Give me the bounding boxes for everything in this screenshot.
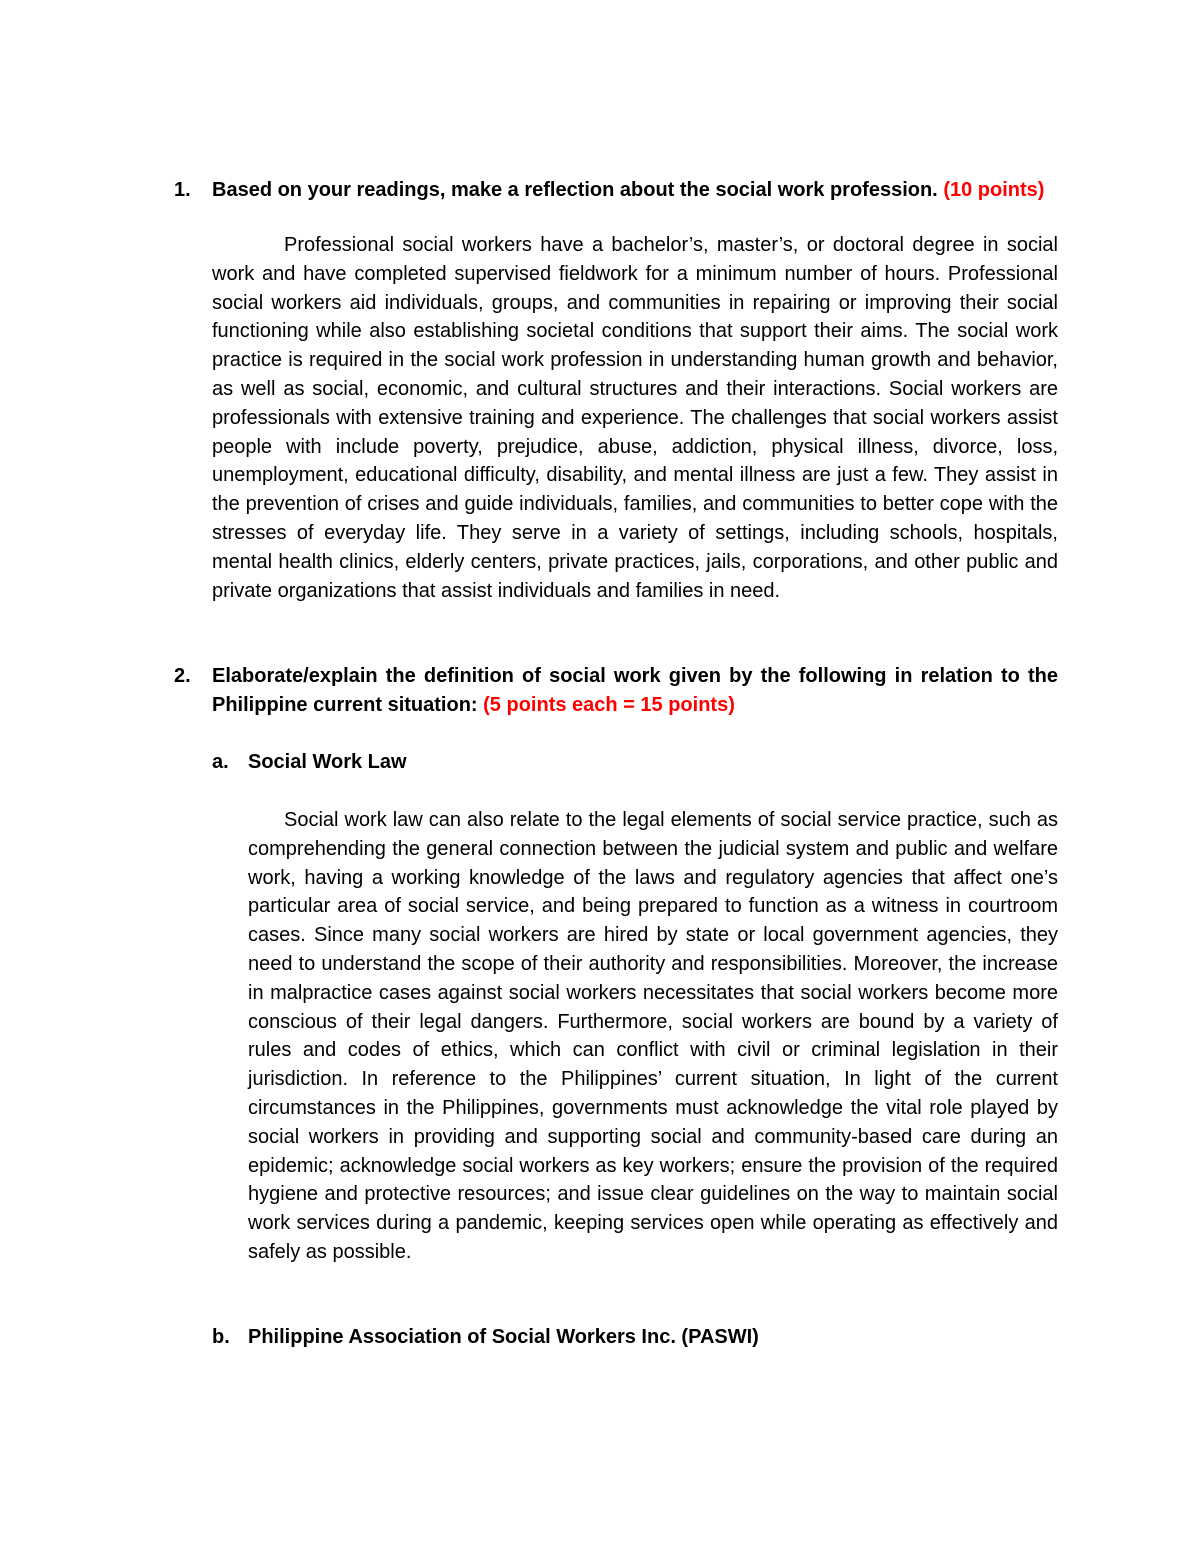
question-2 [174,662,1058,720]
subitem-a-heading [212,748,1058,777]
question-1 [174,176,1058,205]
question-number: 1. [174,179,191,201]
question-prompt-text: Based on your readings, make a reflection about the social work profession. [212,179,938,201]
subitem-b-heading [212,1323,1058,1352]
subitem-letter: b. [212,1326,230,1348]
subitem-title: Social Work Law [248,751,407,773]
question-points: (10 points) [943,179,1045,201]
question-number: 2. [174,665,191,687]
subitem-letter: a. [212,751,229,773]
subitem-title: Philippine Association of Social Workers Inc. (PASWI) [248,1326,759,1348]
question-prompt [212,176,1058,205]
answer-1: Professional social workers have a bachelor’s, master’s, or doctoral degree in social work and have completed supervised fieldwork for a minimum number of hours. Professional social workers aid individuals, groups, and communities in repairing or improving their social functioning while also establishing societal conditions that support their aims. The social work practice is required in the social work profession in understanding human growth and behavior, as well as social, economic, and cultural structures and their interactions. Social workers are professionals with extensive training and experience. The challenges that social workers assist people with include poverty, prejudice, abuse, addiction, physical illness, divorce, loss, unemployment, educational difficulty, disability, and mental illness are just a few. They assist in the prevention of crises and guide individuals, families, and communities to better cope with the stresses of everyday life. They serve in a variety of settings, including schools, hospitals, mental health clinics, elderly centers, private practices, jails, corporations, and other public and private organizations that assist individuals and families in need. [212,234,1058,602]
question-points: (5 points each = 15 points) [483,694,735,716]
question-prompt [212,662,1058,720]
question-prompt-text: Elaborate/explain the definition of social work given by the following in relation to the Philippine current situation: [212,665,1058,716]
answer-2a: Social work law can also relate to the legal elements of social service practice, such as comprehending the general connection between the judicial system and public and welfare work, having a working knowledge of the laws and regulatory agencies that affect one’s particular area of social service, and being prepared to function as a witness in courtroom cases. Since many social workers are hired by state or local government agencies, they need to understand the scope of their authority and responsibilities. Moreover, the increase in malpractice cases against social workers necessitates that social workers become more conscious of their legal dangers. Furthermore, social workers are bound by a variety of rules and codes of ethics, which can conflict with civil or criminal legislation in their jurisdiction. In reference to the Philippines’ current situation, In light of the current circumstances in the Philippines, governments must acknowledge the vital role played by social workers in providing and supporting social and community-based care during an epidemic; acknowledge social workers as key workers; ensure the provision of the required hygiene and protective resources; and issue clear guidelines on the way to maintain social work services during a pandemic, keeping services open while operating as effectively and safely as possible. [248,809,1058,1263]
